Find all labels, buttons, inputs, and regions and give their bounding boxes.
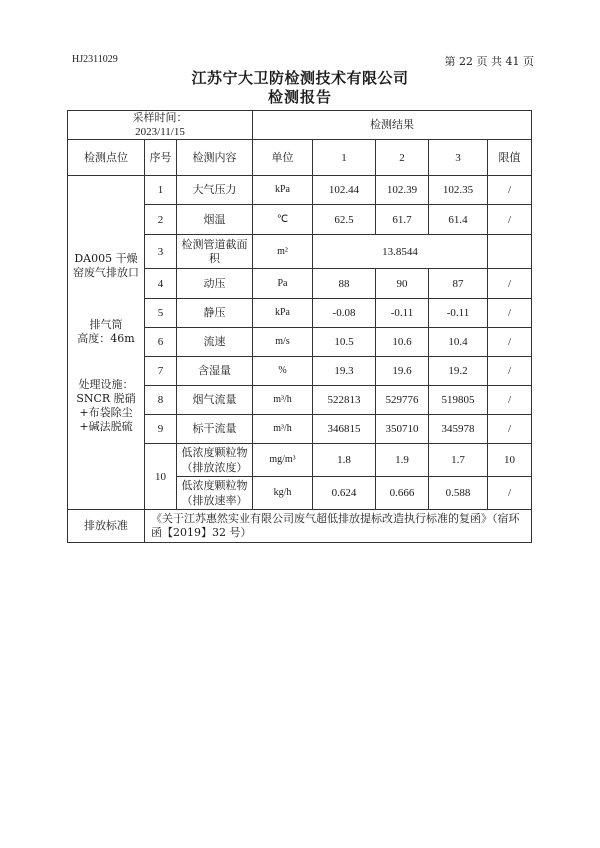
standard-row	[68, 510, 532, 543]
row-item: 含湿量	[177, 357, 253, 386]
row-limit	[488, 235, 532, 269]
row-unit: m³/h	[253, 386, 313, 415]
row-limit: /	[488, 357, 532, 386]
stack-height: 高度：46m	[77, 331, 135, 345]
sampling-row	[68, 111, 532, 140]
row-limit: /	[488, 477, 532, 510]
row-unit: kPa	[253, 176, 313, 205]
row-value-3: 102.35	[429, 176, 488, 205]
row-value-1: 1.8	[313, 444, 376, 477]
row-value-2: 102.39	[376, 176, 429, 205]
sampling-date: 2023/11/15	[135, 126, 185, 138]
row-seq: 8	[145, 386, 177, 415]
standard-text: 《关于江苏惠然实业有限公司废气超低排放提标改造执行标准的复函》（宿环函【2019】32 号）	[145, 510, 532, 543]
row-merged-value: 13.8544	[313, 235, 488, 269]
row-unit: kg/h	[253, 477, 313, 510]
row-value-2: 350710	[376, 415, 429, 444]
column-header-row	[68, 140, 532, 176]
row-value-2: 529776	[376, 386, 429, 415]
row-seq: 4	[145, 269, 177, 299]
standard-label: 排放标准	[68, 510, 145, 543]
row-unit: kPa	[253, 299, 313, 328]
row-value-1: 10.5	[313, 328, 376, 357]
row-limit: /	[488, 299, 532, 328]
row-unit: %	[253, 357, 313, 386]
stack-label: 排气筒	[89, 317, 123, 331]
row-value-3: 345978	[429, 415, 488, 444]
row-item: 动压	[177, 269, 253, 299]
row-value-3: 0.588	[429, 477, 488, 510]
row-item: 标干流量	[177, 415, 253, 444]
row-value-3: 87	[429, 269, 488, 299]
row-limit: /	[488, 269, 532, 299]
row-value-3: 1.7	[429, 444, 488, 477]
row-unit: m²	[253, 235, 313, 269]
row-unit: ℃	[253, 205, 313, 235]
row-seq: 1	[145, 176, 177, 205]
row-item: 检测管道截面积	[177, 235, 253, 269]
row-unit: Pa	[253, 269, 313, 299]
document-number: HJ2311029	[72, 54, 118, 65]
row-value-1: 346815	[313, 415, 376, 444]
row-seq: 6	[145, 328, 177, 357]
row-item: 低浓度颗粒物（排放浓度）	[177, 444, 253, 477]
row-limit: /	[488, 415, 532, 444]
row-value-1: 0.624	[313, 477, 376, 510]
treatment-facility: 处理设施：SNCR 脱硝+布袋除尘+碱法脱硫	[76, 377, 136, 433]
point-info-cell	[68, 176, 145, 510]
results-table	[67, 110, 532, 543]
row-value-3: -0.11	[429, 299, 488, 328]
report-title: 检测报告	[267, 88, 332, 106]
row-item: 大气压力	[177, 176, 253, 205]
row-item: 烟温	[177, 205, 253, 235]
row-limit: /	[488, 328, 532, 357]
row-seq: 3	[145, 235, 177, 269]
row-value-3: 19.2	[429, 357, 488, 386]
row-seq: 9	[145, 415, 177, 444]
row-value-3: 61.4	[429, 205, 488, 235]
row-value-1: 88	[313, 269, 376, 299]
row-value-1: 102.44	[313, 176, 376, 205]
header-run2: 2	[376, 140, 429, 176]
page-info: 第 22 页 共 41 页	[444, 55, 534, 68]
row-item: 静压	[177, 299, 253, 328]
row-value-1: 19.3	[313, 357, 376, 386]
header-limit: 限值	[488, 140, 532, 176]
table-row	[68, 176, 532, 205]
row-value-2: 1.9	[376, 444, 429, 477]
header-item: 检测内容	[177, 140, 253, 176]
sampling-time-label: 采样时间：	[132, 111, 188, 124]
row-unit: m/s	[253, 328, 313, 357]
row-value-2: 19.6	[376, 357, 429, 386]
row-value-2: 90	[376, 269, 429, 299]
row-seq: 2	[145, 205, 177, 235]
header-unit: 单位	[253, 140, 313, 176]
row-value-2: 61.7	[376, 205, 429, 235]
row-limit: /	[488, 176, 532, 205]
row-item: 低浓度颗粒物（排放速率）	[177, 477, 253, 510]
row-value-2: 10.6	[376, 328, 429, 357]
row-value-2: 0.666	[376, 477, 429, 510]
header-point: 检测点位	[68, 140, 145, 176]
company-name: 江苏宁大卫防检测技术有限公司	[191, 69, 409, 87]
row-limit: /	[488, 386, 532, 415]
row-limit: 10	[488, 444, 532, 477]
header-seq: 序号	[145, 140, 177, 176]
row-limit: /	[488, 205, 532, 235]
results-label: 检测结果	[253, 111, 532, 140]
row-item: 流速	[177, 328, 253, 357]
row-value-3: 10.4	[429, 328, 488, 357]
header-run1: 1	[313, 140, 376, 176]
row-item: 烟气流量	[177, 386, 253, 415]
row-unit: mg/m³	[253, 444, 313, 477]
header-run3: 3	[429, 140, 488, 176]
row-value-1: 62.5	[313, 205, 376, 235]
row-value-3: 519805	[429, 386, 488, 415]
row-seq: 10	[145, 444, 177, 510]
row-value-1: -0.08	[313, 299, 376, 328]
row-value-2: -0.11	[376, 299, 429, 328]
outlet-name: DA005 干燥窑废气排放口	[73, 251, 139, 279]
row-seq: 7	[145, 357, 177, 386]
row-seq: 5	[145, 299, 177, 328]
row-unit: m³/h	[253, 415, 313, 444]
row-value-1: 522813	[313, 386, 376, 415]
sampling-time-cell	[68, 111, 253, 140]
